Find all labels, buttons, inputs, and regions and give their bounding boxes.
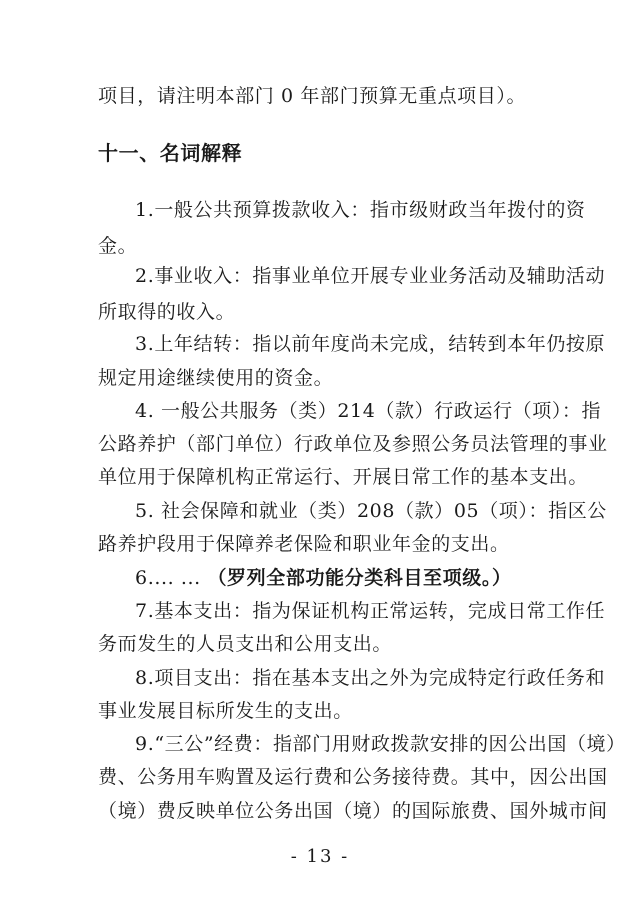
item-8-line-1: 8.项目支出：指在基本支出之外为完成特定行政任务和	[135, 667, 606, 689]
item-6-note: （罗列全部功能分类科目至项级。）	[207, 567, 512, 589]
item-4-line-3: 单位用于保障机构正常运行、开展日常工作的基本支出。	[98, 466, 589, 488]
section-title: 十一、名词解释	[98, 141, 243, 165]
item-8-line-2: 事业发展目标所发生的支出。	[98, 700, 353, 722]
item-7-line-2: 务而发生的人员支出和公用支出。	[98, 633, 393, 655]
item-6-prefix: 6.... ...	[135, 567, 208, 589]
item-9-line-2: 费、公务用车购置及运行费和公务接待费。其中，因公出国	[98, 766, 608, 788]
page-number: - 13 -	[290, 846, 350, 867]
item-9-line-1: 9.“三公”经费：指部门用财政拨款安排的因公出国（境）	[135, 733, 626, 755]
item-2-line-2: 所取得的收入。	[98, 301, 236, 323]
item-4-line-1: 4. 一般公共服务（类）214（款）行政运行（项）：指	[135, 400, 602, 422]
item-2-line-1: 2.事业收入：指事业单位开展专业业务活动及辅助活动	[135, 265, 606, 287]
item-1-line-2: 金。	[98, 235, 138, 257]
item-9-line-3: （境）费反映单位公务出国（境）的国际旅费、国外城市间	[98, 800, 608, 822]
item-5-line-1: 5. 社会保障和就业（类）208（款）05（项）：指区公	[135, 500, 607, 522]
item-6-line	[135, 566, 512, 590]
item-1-line-1: 1.一般公共预算拨款收入：指市级财政当年拨付的资	[135, 199, 586, 221]
item-7-line-1: 7.基本支出：指为保证机构正常运转，完成日常工作任	[135, 600, 606, 622]
item-4-line-2: 公路养护（部门单位）行政单位及参照公务员法管理的事业	[98, 433, 608, 455]
item-3-line-2: 规定用途继续使用的资金。	[98, 367, 334, 389]
item-3-line-1: 3.上年结转：指以前年度尚未完成，结转到本年仍按原	[135, 333, 606, 355]
item-5-line-2: 路养护段用于保障养老保险和职业年金的支出。	[98, 533, 510, 555]
intro-line: 项目，请注明本部门 0 年部门预算无重点项目）。	[98, 85, 527, 107]
